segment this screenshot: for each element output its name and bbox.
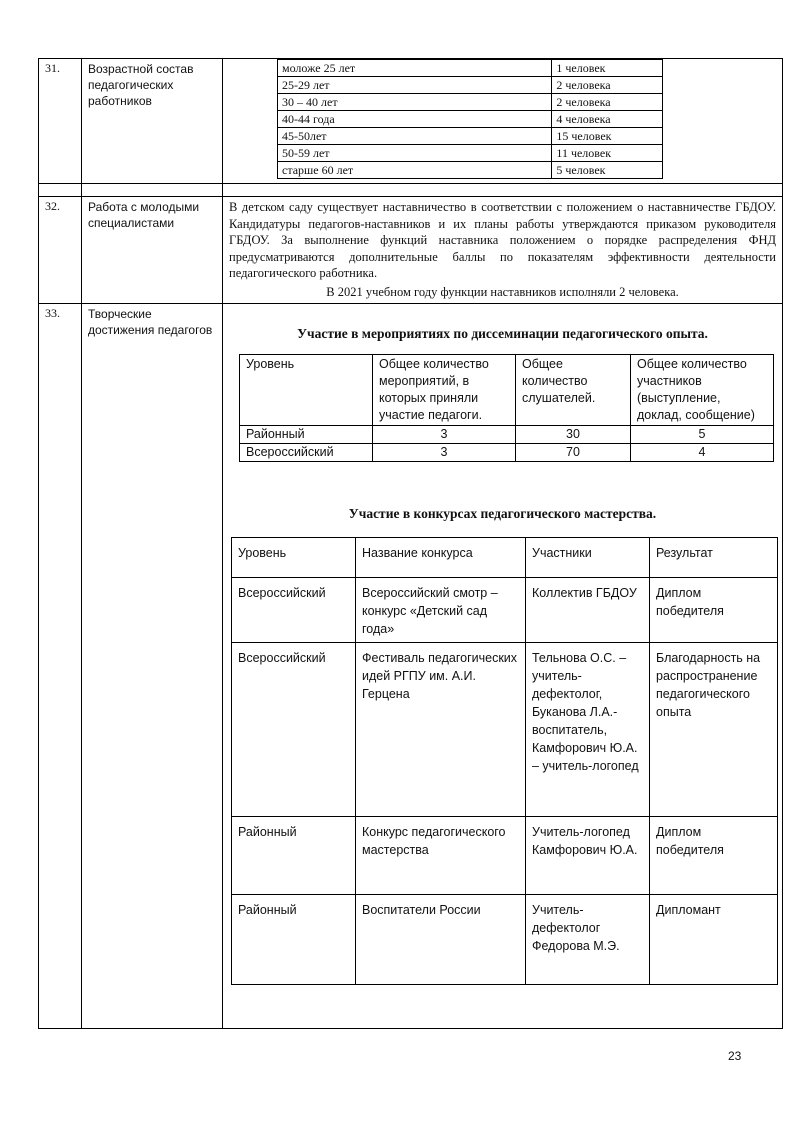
- competitions-row: [232, 894, 778, 984]
- row-31-number: 31.: [39, 59, 82, 184]
- age-row: [278, 94, 663, 111]
- age-count: 11 человек: [552, 145, 663, 162]
- dissemination-cell: 30: [516, 425, 631, 443]
- age-label: 30 – 40 лет: [278, 94, 552, 111]
- dissemination-header-cell: Общее количество мероприятий, в которых приняли участие педагоги.: [373, 354, 516, 425]
- competitions-cell: Конкурс педагогического мастерства: [356, 816, 526, 894]
- row-33-number: 33.: [39, 303, 82, 1028]
- dissemination-header-row: [240, 354, 774, 425]
- competitions-header-cell: Результат: [650, 537, 778, 577]
- age-row: [278, 111, 663, 128]
- competitions-cell: Всероссийский смотр – конкурс «Детский сад года»: [356, 577, 526, 642]
- competitions-cell: Фестиваль педагогических идей РГПУ им. А.И. Герцена: [356, 642, 526, 816]
- dissemination-row: [240, 425, 774, 443]
- competitions-cell: Воспитатели России: [356, 894, 526, 984]
- row-31: [39, 59, 783, 184]
- age-count: 4 человека: [552, 111, 663, 128]
- competitions-cell: Всероссийский: [232, 577, 356, 642]
- age-label: 40-44 года: [278, 111, 552, 128]
- page-number: 23: [728, 1049, 742, 1063]
- dissemination-cell: Всероссийский: [240, 443, 373, 461]
- dissemination-header-cell: Общее количество участников (выступление, доклад, сообщение): [631, 354, 774, 425]
- competitions-cell: Коллектив ГБДОУ: [526, 577, 650, 642]
- age-row: [278, 60, 663, 77]
- dissemination-cell: 3: [373, 443, 516, 461]
- competitions-table: [231, 537, 778, 985]
- age-row: [278, 128, 663, 145]
- age-label: 25-29 лет: [278, 77, 552, 94]
- competitions-cell: Всероссийский: [232, 642, 356, 816]
- dissemination-title: Участие в мероприятиях по диссеминации педагогического опыта.: [297, 325, 708, 341]
- competitions-cell: Тельнова О.С. – учитель-дефектолог, Буканова Л.А.- воспитатель, Камфорович Ю.А. – учитель-логопед: [526, 642, 650, 816]
- competitions-title: Участие в конкурсах педагогического мастерства.: [348, 505, 657, 521]
- row-33-name: Творческие достижения педагогов: [82, 303, 223, 1028]
- age-row: [278, 145, 663, 162]
- row-32: [39, 197, 783, 304]
- dissemination-cell: Районный: [240, 425, 373, 443]
- competitions-row: [232, 816, 778, 894]
- competitions-cell: Дипломант: [650, 894, 778, 984]
- competitions-row: [232, 642, 778, 816]
- competitions-cell: Учитель-логопед Камфорович Ю.А.: [526, 816, 650, 894]
- row-33: [39, 303, 783, 1028]
- age-count: 2 человека: [552, 94, 663, 111]
- dissemination-cell: 4: [631, 443, 774, 461]
- competitions-cell: Благодарность на распространение педагогического опыта: [650, 642, 778, 816]
- age-row: [278, 162, 663, 179]
- competitions-header-cell: Название конкурса: [356, 537, 526, 577]
- main-table: [38, 58, 783, 1029]
- age-count: 2 человека: [552, 77, 663, 94]
- dissemination-header-cell: Уровень: [240, 354, 373, 425]
- age-row: [278, 77, 663, 94]
- dissemination-cell: 70: [516, 443, 631, 461]
- spacer-row: [39, 184, 783, 197]
- dissemination-table: [239, 354, 774, 462]
- competitions-cell: Диплом победителя: [650, 816, 778, 894]
- row-32-name: Работа с молодыми специалистами: [82, 197, 223, 304]
- competitions-header-row: [232, 537, 778, 577]
- competitions-row: [232, 577, 778, 642]
- mentoring-summary: В 2021 учебном году функции наставников исполняли 2 человека.: [326, 284, 679, 299]
- competitions-cell: Диплом победителя: [650, 577, 778, 642]
- row-32-number: 32.: [39, 197, 82, 304]
- age-label: 45-50лет: [278, 128, 552, 145]
- age-label: старше 60 лет: [278, 162, 552, 179]
- age-label: 50-59 лет: [278, 145, 552, 162]
- dissemination-header-cell: Общее количество слушателей.: [516, 354, 631, 425]
- age-count: 5 человек: [552, 162, 663, 179]
- dissemination-row: [240, 443, 774, 461]
- dissemination-cell: 5: [631, 425, 774, 443]
- competitions-header-cell: Участники: [526, 537, 650, 577]
- dissemination-cell: 3: [373, 425, 516, 443]
- age-label: моложе 25 лет: [278, 60, 552, 77]
- competitions-cell: Учитель-дефектолог Федорова М.Э.: [526, 894, 650, 984]
- row-31-name: Возрастной состав педагогических работников: [82, 59, 223, 184]
- competitions-header-cell: Уровень: [232, 537, 356, 577]
- age-table: [277, 59, 663, 179]
- age-count: 15 человек: [552, 128, 663, 145]
- competitions-cell: Районный: [232, 894, 356, 984]
- age-count: 1 человек: [552, 60, 663, 77]
- competitions-cell: Районный: [232, 816, 356, 894]
- mentoring-text: В детском саду существует наставничество в соответствии с положением о наставничестве ГБДОУ. Кандидатуры педагогов-наставников и их планы работы утверждаются приказом руководителя ГБДОУ. За выполнение функций наставника положением о порядке распределения ФНД предусматриваются дополнительные баллы по показателям эффективности деятельности педагогического работника.: [229, 200, 776, 280]
